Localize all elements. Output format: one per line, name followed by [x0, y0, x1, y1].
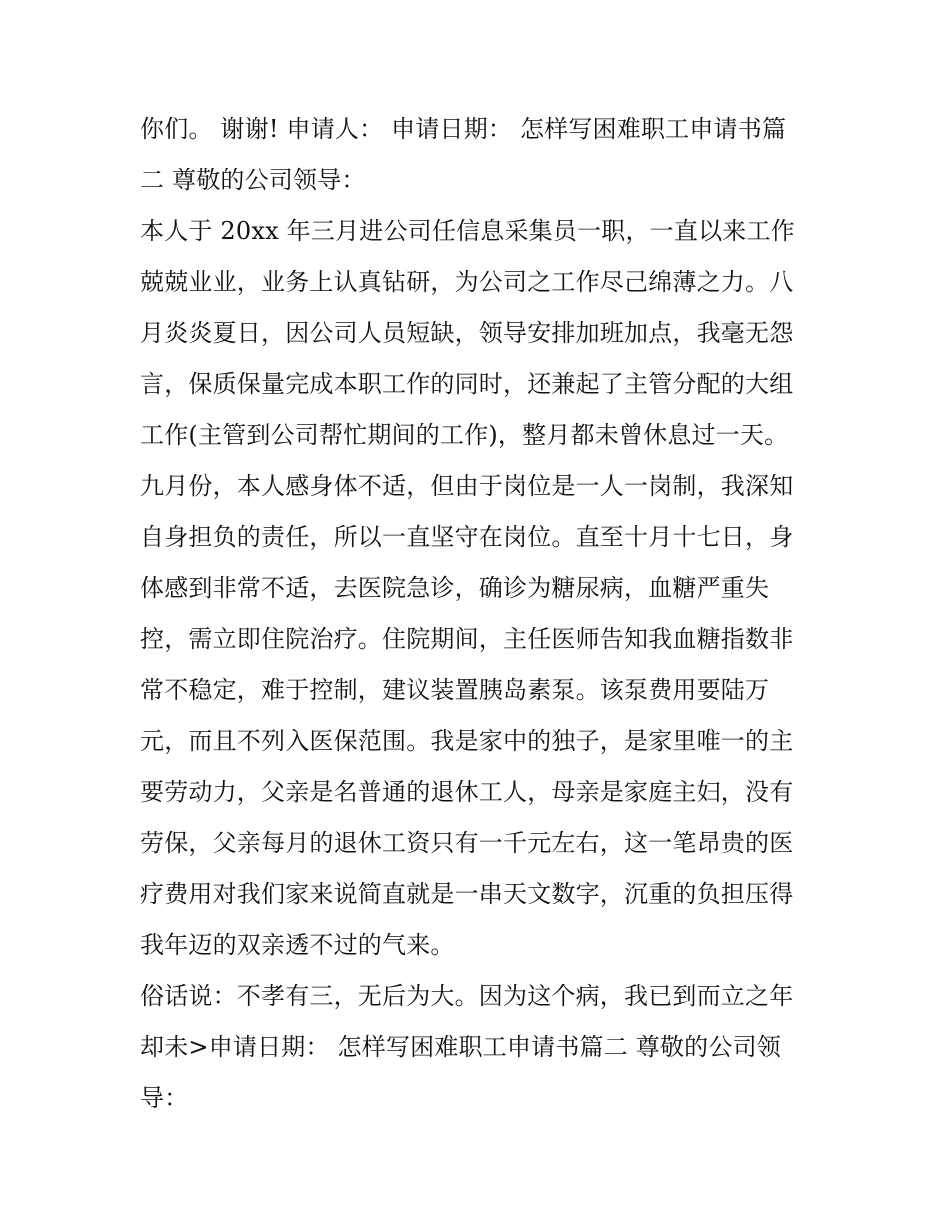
- text-line: 你们。 谢谢! 申请人： 申请日期： 怎样写困难职工申请书篇: [140, 115, 787, 143]
- text-line: 言，保质保量完成本职工作的同时，还兼起了主管分配的大组: [140, 370, 794, 398]
- text-line: 要劳动力，父亲是名普通的退休工人，母亲是家庭主妇，没有: [140, 778, 794, 806]
- text-line: 九月份，本人感身体不适，但由于岗位是一人一岗制，我深知: [140, 472, 794, 500]
- text-line: 我年迈的双亲透不过的气来。: [140, 931, 455, 959]
- text-line: 工作(主管到公司帮忙期间的工作)，整月都未曾休息过一天。: [140, 421, 789, 449]
- text-line: 疗费用对我们家来说简直就是一串天文数字，沉重的负担压得: [140, 880, 794, 908]
- text-line: 俗话说：不孝有三，无后为大。因为这个病，我已到而立之年: [140, 982, 794, 1010]
- text-line: 兢兢业业，业务上认真钻研，为公司之工作尽己绵薄之力。八: [140, 268, 794, 296]
- text-line: 月炎炎夏日，因公司人员短缺，领导安排加班加点，我毫无怨: [140, 319, 794, 347]
- text-line: 元，而且不列入医保范围。我是家中的独子，是家里唯一的主: [140, 727, 794, 755]
- text-line: 常不稳定，难于控制，建议装置胰岛素泵。该泵费用要陆万: [140, 676, 770, 704]
- text-line: 二 尊敬的公司领导：: [140, 166, 366, 194]
- text-line: 控，需立即住院治疗。住院期间，主任医师告知我血糖指数非: [140, 625, 794, 653]
- text-line: 却未>申请日期： 怎样写困难职工申请书篇二 尊敬的公司领: [140, 1033, 781, 1061]
- text-line: 导：: [140, 1084, 189, 1112]
- text-line: 体感到非常不适，去医院急诊，确诊为糖尿病，血糖严重失: [140, 574, 770, 602]
- text-line: 劳保，父亲每月的退休工资只有一千元左右，这一笔昂贵的医: [140, 829, 794, 857]
- text-line: 自身担负的责任，所以一直坚守在岗位。直至十月十七日，身: [140, 523, 794, 551]
- text-line: 本人于 20xx 年三月进公司任信息采集员一职，一直以来工作: [140, 217, 795, 245]
